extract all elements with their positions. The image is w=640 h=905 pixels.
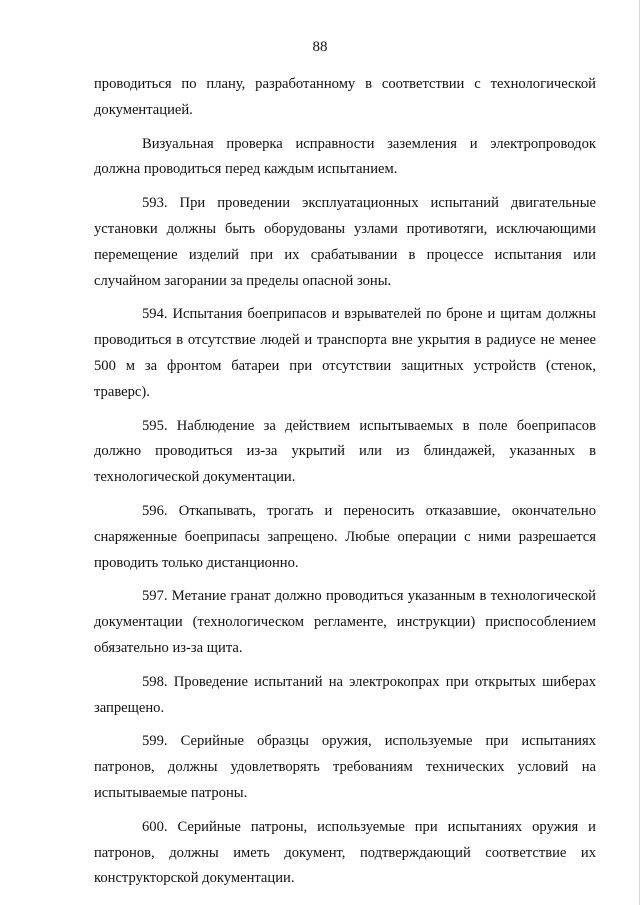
- paragraph-600: 600. Серийные патроны, используемые при испытаниях оружия и патронов, должны иметь документ, подтверждающий соответствие их конструкторской документации.: [94, 818, 596, 887]
- paragraph-596: 596. Откапывать, трогать и переносить отказавшие, окончательно снаряженные боеприпасы запрещено. Любые операции с ними разрешается проводить только дистанционно.: [94, 502, 596, 571]
- paragraph-593: 593. При проведении эксплуатационных испытаний двигательные установки должны быть оборудованы узлами противотяги, исключающими перемещение изделий при их срабатывании в процессе испытания или случайном загорании за пределы опасной зоны.: [94, 195, 596, 289]
- document-body: [94, 72, 596, 900]
- paragraph-597: 597. Метание гранат должно проводиться указанным в технологической документации (технологическом регламенте, инструкции) приспособлением обязательно из-за щита.: [94, 588, 596, 656]
- page-number: 88: [312, 39, 328, 55]
- paragraph-grounding-check: Визуальная проверка исправности заземления и электропроводок должна проводиться перед каждым испытанием.: [94, 135, 596, 178]
- paragraph-continuation: проводиться по плану, разработанному в соответствии с технологической документацией.: [94, 76, 596, 118]
- paragraph-599: 599. Серийные образцы оружия, используемые при испытаниях патронов, должны удовлетворять требованиям технических условий на испытываемые патроны.: [94, 733, 596, 801]
- paragraph-598: 598. Проведение испытаний на электрокопрах при открытых шиберах запрещено.: [94, 673, 596, 716]
- paragraph-595: 595. Наблюдение за действием испытываемых в поле боеприпасов должно проводиться из-за укрытий или из блиндажей, указанных в технологической документации.: [94, 417, 596, 486]
- paragraph-594: 594. Испытания боеприпасов и взрывателей по броне и щитам должны проводиться в отсутствие людей и транспорта вне укрытия в радиусе не менее 500 м за фронтом батареи при отсутствии защитных устройств (стенок, траверс).: [94, 306, 596, 400]
